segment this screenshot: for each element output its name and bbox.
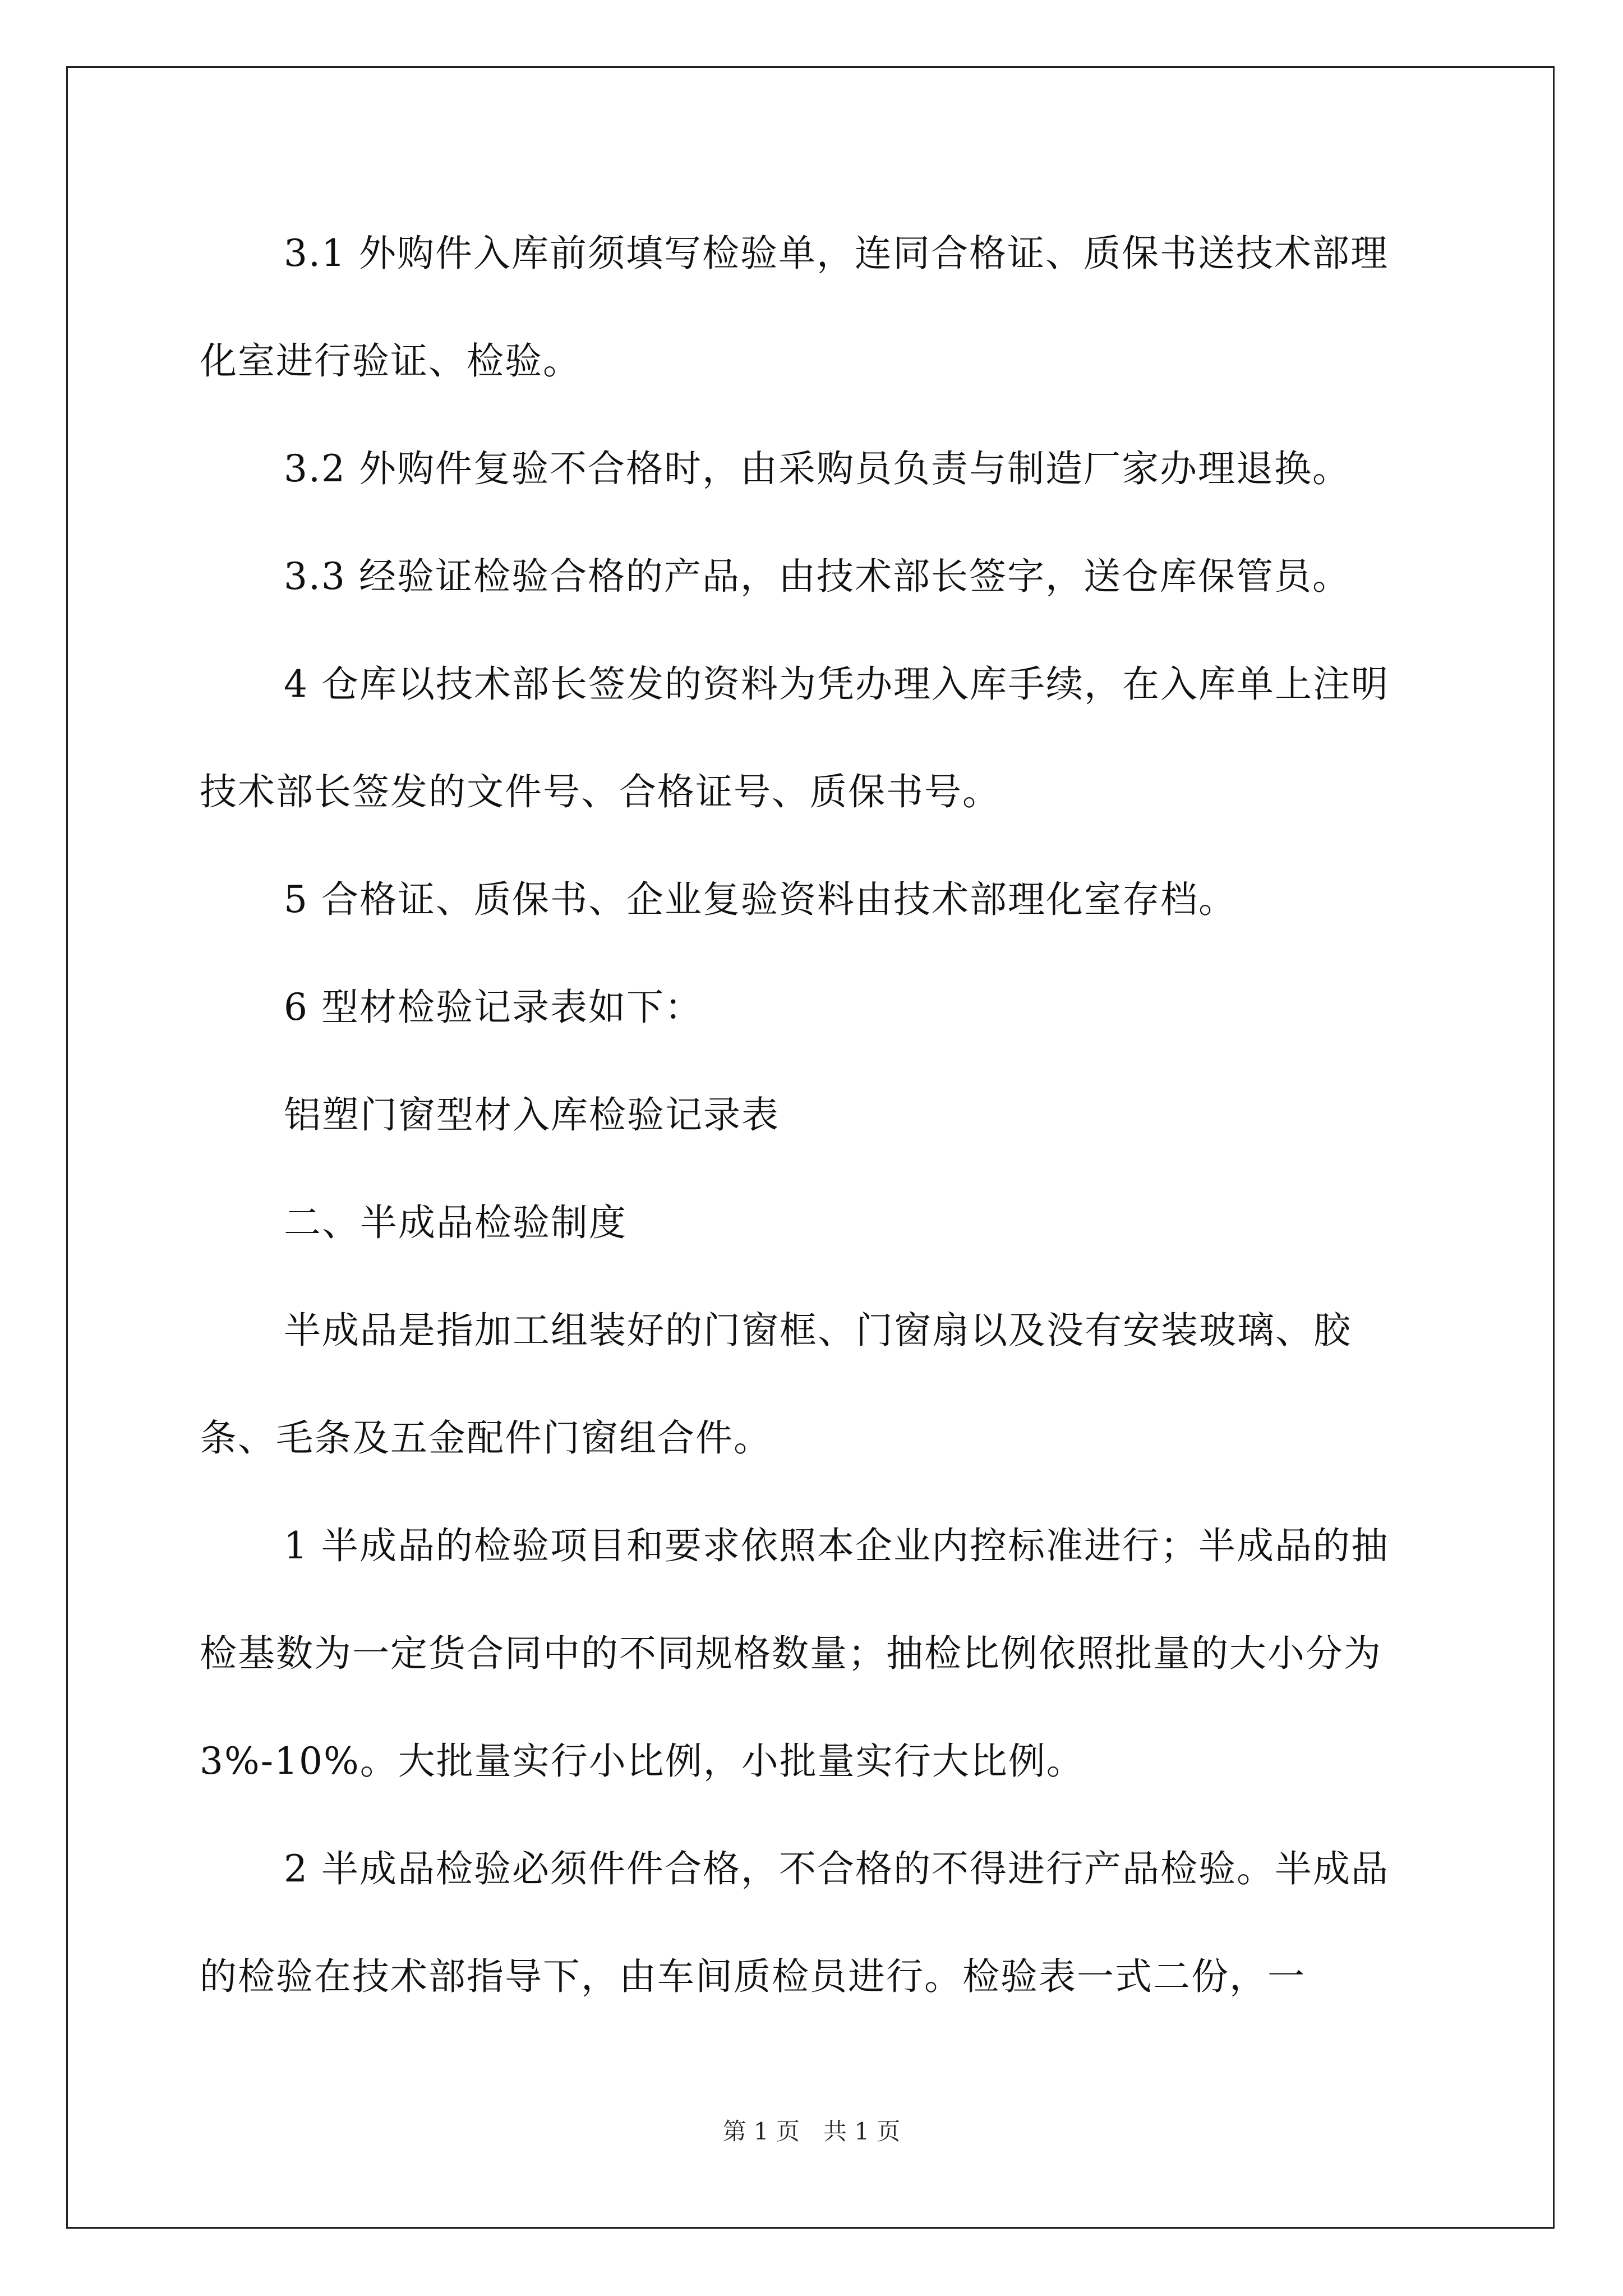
paragraph-rule-2: 2 半成品检验必须件件合格，不合格的不得进行产品检验。半成品的检验在技术部指导下，由车间质检员进行。检验表一式二份，一 [200, 1847, 1389, 1998]
table-caption: 铝塑门窗型材入库检验记录表 [284, 1093, 780, 1137]
paragraph-4: 4 仓库以技术部长签发的资料为凭办理入库手续，在入库单上注明技术部长签发的文件号、合格证号、质保书号。 [200, 662, 1389, 813]
paragraph-6: 6 型材检验记录表如下： [284, 986, 703, 1029]
paragraph-definition: 半成品是指加工组装好的门窗框、门窗扇以及没有安装玻璃、胶条、毛条及五金配件门窗组合件。 [200, 1309, 1352, 1460]
paragraph-3-1: 3.1 外购件入库前须填写检验单，连同合格证、质保书送技术部理化室进行验证、检验。 [200, 232, 1389, 383]
paragraph-5: 5 合格证、质保书、企业复验资料由技术部理化室存档。 [284, 878, 1237, 921]
paragraph-3-2: 3.2 外购件复验不合格时，由采购员负责与制造厂家办理退换。 [284, 447, 1350, 490]
paragraph-rule-1: 1 半成品的检验项目和要求依照本企业内控标准进行；半成品的抽检基数为一定货合同中的不同规格数量；抽检比例依照批量的大小分为 3%-10%。大批量实行小比例，小批量实行大比例。 [200, 1524, 1389, 1783]
paragraph-3-3: 3.3 经验证检验合格的产品，由技术部长签字，送仓库保管员。 [284, 555, 1350, 598]
document-body [200, 200, 1424, 2031]
page-footer: 第 1 页 共 1 页 [722, 2118, 901, 2145]
section-heading: 二、半成品检验制度 [284, 1201, 627, 1244]
